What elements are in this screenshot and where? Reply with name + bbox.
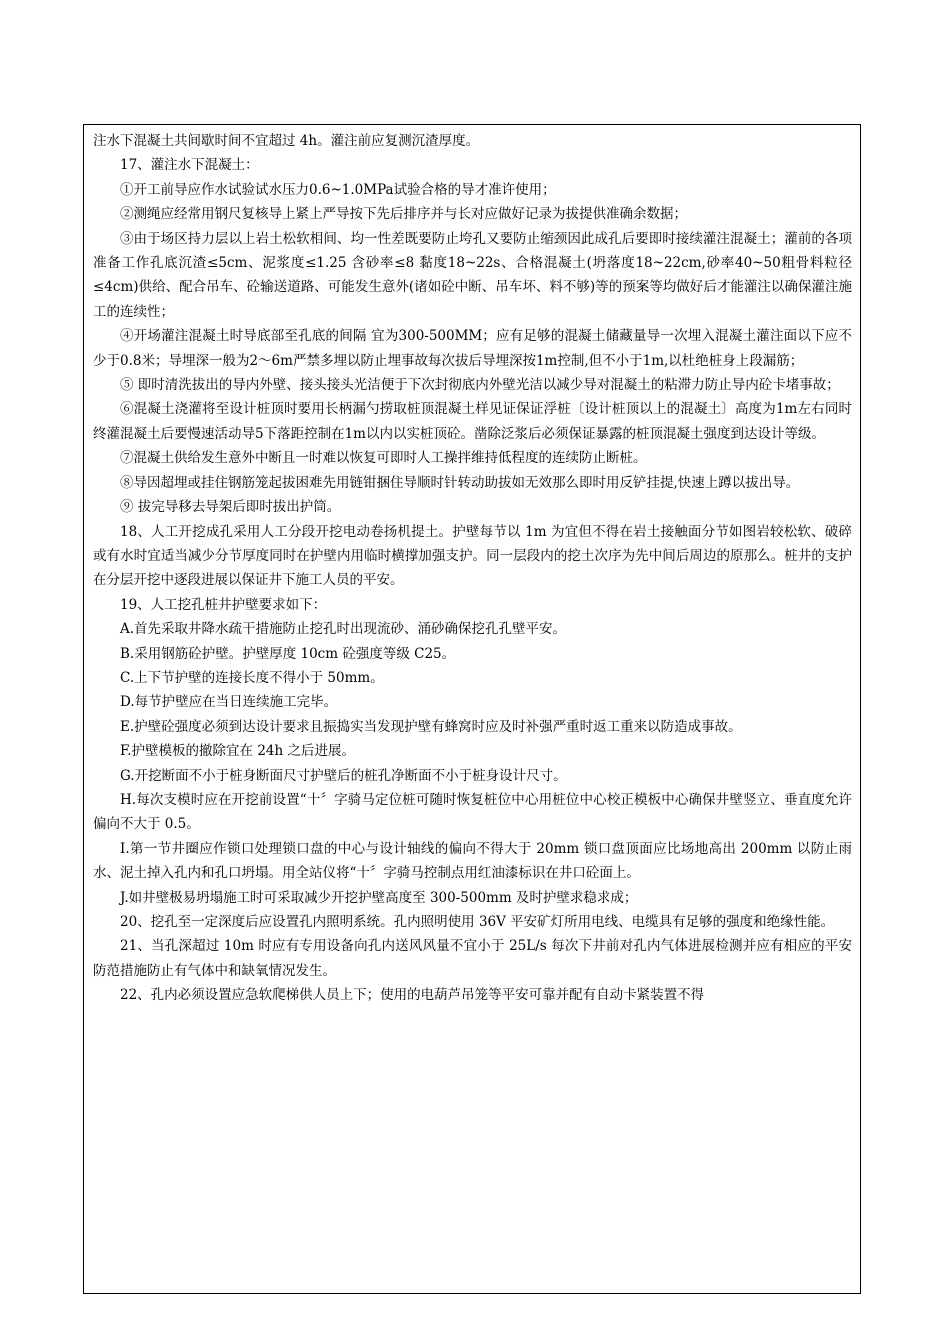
paragraph: E.护壁砼强度必须到达设计要求且振捣实当发现护壁有蜂窝时应及时补强严重时返工重来以防造成事故。 <box>120 718 742 735</box>
document-body <box>84 125 860 1008</box>
paragraph: ④开场灌注混凝土时导底部至孔底的间隔 宜为300-500MM；应有足够的混凝土储藏量导一次埋入混凝土灌注面以下应不少于0.8米；导埋深一般为2～6m严禁多埋以防止埋事故每次拔后导埋深按1m控制,但不小于1m,以杜绝桩身上段漏筋； <box>93 328 852 369</box>
paragraph: C.上下节护壁的连接长度不得小于 50mm。 <box>120 669 384 686</box>
paragraph: 18、人工开挖成孔采用人工分段开挖电动卷扬机提土。护壁每节以 1m 为宜但不得在岩土接触面分节如图岩较松软、破碎或有水时宜适当减少分节厚度同时在护壁内用临时横撑加强支护。同一层段内的挖土次序为先中间后周边的原那么。桩井的支护在分层开挖中逐段进展以保证井下施工人员的平安。 <box>93 523 852 589</box>
paragraph: ①开工前导应作水试验试水压力0.6~1.0MPa试验合格的导才准许使用； <box>120 181 556 198</box>
paragraph: ⑤ 即时清洗拔出的导内外壁、接头接头光洁便于下次封彻底内外壁光洁以减少导对混凝土的粘滞力防止导内砼卡堵事故； <box>120 377 840 394</box>
paragraph: A.首先采取井降水疏干措施防止挖孔时出现流砂、涌砂确保挖孔孔壁平安。 <box>120 621 567 638</box>
paragraph: ③由于场区持力层以上岩土松软相间、均一性差既要防止垮孔又要防止缩颈因此成孔后要即时接续灌注混凝土；灌前的各项准备工作孔底沉渣≤5cm、泥浆度≤1.25 含砂率≤8 黏度18~22s、合格混凝土(坍落度18~22cm,砂率40~50粗骨料粒径≤4cm)供给、配合吊车、砼输送道路、可能发生意外(诸如砼中断、吊车坏、料不够)等的预案等均做好后才能灌注以确保灌注施工的连续性； <box>93 230 852 320</box>
paragraph: D.每节护壁应在当日连续施工完毕。 <box>120 694 338 711</box>
paragraph: 19、人工挖孔桩井护壁要求如下： <box>120 596 327 613</box>
paragraph: J.如井壁极易坍塌施工时可采取减少开挖护壁高度至 300-500mm 及时护壁求稳求成； <box>120 889 638 906</box>
paragraph: ⑧导因超埋或挂住钢筋笼起拔困难先用链钳捆住导顺时针转动助拔如无效那么即时用反铲挂提,快速上蹲以拔出导。 <box>120 474 800 491</box>
content-frame <box>83 124 861 1294</box>
paragraph: 17、灌注水下混凝土： <box>120 157 259 174</box>
paragraph: B.采用钢筋砼护壁。护壁厚度 10cm 砼强度等级 C25。 <box>120 645 456 662</box>
paragraph: I.第一节井圈应作锁口处理锁口盘的中心与设计轴线的偏向不得大于 20mm 锁口盘顶面应比场地高出 200mm 以防止雨水、泥土掉入孔内和孔口坍塌。用全站仪将“十〞字骑马控制点用红油漆标识在井口砼面上。 <box>93 840 852 882</box>
paragraph: 注水下混凝土共间歇时间不宜超过 4h。灌注前应复测沉渣厚度。 <box>93 133 480 149</box>
paragraph: 22、孔内必须设置应急软爬梯供人员上下；使用的电葫芦吊笼等平安可靠并配有自动卡紧装置不得 <box>120 987 705 1004</box>
paragraph: 20、挖孔至一定深度后应设置孔内照明系统。孔内照明使用 36V 平安矿灯所用电线、电缆具有足够的强度和绝缘性能。 <box>120 914 835 930</box>
paragraph: F.护壁模板的撤除宜在 24h 之后进展。 <box>120 743 356 760</box>
paragraph: H.每次支模时应在开挖前设置“十〞字骑马定位桩可随时恢复桩位中心用桩位中心校正模板中心确保井壁竖立、垂直度允许偏向不大于 0.5。 <box>93 791 852 833</box>
paragraph: ⑨ 拔完导移去导架后即时拔出护筒。 <box>120 499 341 516</box>
paragraph: G.开挖断面不小于桩身断面尺寸护壁后的桩孔净断面不小于桩身设计尺寸。 <box>120 767 567 784</box>
paragraph: ②测绳应经常用钢尺复核导上紧上严导按下先后排序并与长对应做好记录为拔提供准确余数据； <box>120 206 687 223</box>
paragraph: ⑥混凝土浇灌将至设计桩顶时要用长柄漏勺捞取桩顶混凝土样见证保证浮桩〔设计桩顶以上的混凝土〕高度为1m左右同时终灌混凝土后要慢速活动导5下落距控制在1m以内以实桩顶砼。凿除泛浆后必须保证暴露的桩顶混凝土强度到达设计等级。 <box>93 401 852 442</box>
paragraph: 21、当孔深超过 10m 时应有专用设备向孔内送风风量不宜小于 25L/s 每次下井前对孔内气体进展检测并应有相应的平安防范措施防止有气体中和缺氧情况发生。 <box>93 938 852 979</box>
paragraph: ⑦混凝土供给发生意外中断且一时难以恢复可即时人工操拌维持低程度的连续防止断桩。 <box>120 450 647 467</box>
